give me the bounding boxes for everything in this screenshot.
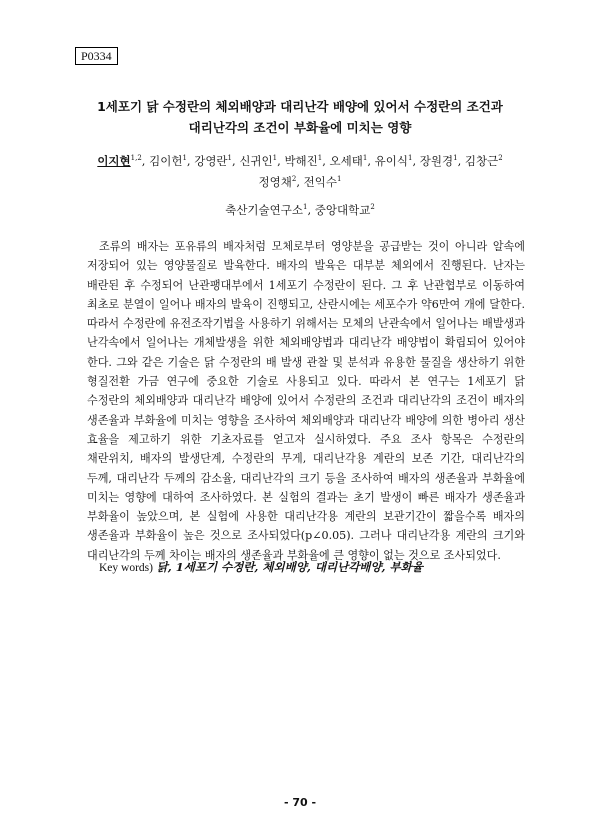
page-number: - 70 -	[283, 796, 317, 809]
affiliations	[60, 202, 540, 218]
author-separator: ,	[322, 154, 330, 168]
title-line-1: 1세포기 닭 수정란의 체외배양과 대리난각 배양에 있어서 수정란의 조건과	[97, 99, 503, 114]
author-affil-mark: 1	[272, 154, 278, 162]
affiliation-1-mark: 1	[302, 203, 308, 211]
affiliation-1: 축산기술연구소	[225, 203, 303, 217]
author-name: 신귀인	[239, 154, 273, 168]
author-separator: ,	[412, 154, 420, 168]
author-name: 김이헌	[149, 154, 183, 168]
author-name: 박해진	[284, 154, 318, 168]
affiliation-2: 중앙대학교	[314, 203, 371, 217]
author-separator: ,	[141, 154, 150, 168]
author-affil-mark: 1	[453, 154, 458, 162]
author-separator: ,	[296, 175, 304, 189]
author-affil-mark: 1	[182, 154, 187, 162]
title-line-2: 대리난각의 조건이 부화율에 미치는 영향	[188, 120, 412, 135]
affiliation-2-mark: 2	[370, 203, 375, 211]
author-name: 유이식	[374, 154, 408, 168]
author-list	[60, 151, 540, 193]
author-separator: ,	[232, 154, 240, 168]
author-name: 정영채	[258, 175, 292, 189]
abstract-body: 조류의 배자는 포유류의 배자처럼 모체로부터 영양분을 공급받는 것이 아니라 알속에 저장되어 있는 영양물질로 발육한다. 배자의 발육은 대부분 체외에서 진행된다. 난자는 배란된 후 수정되어 난관팽대부에서 1세포기 수정란이 된다. 그 후 난관협부로 이동하여 최초로 분열이 일어나 배자의 발육이 진행되고, 산란시에는 세포수가 약6만여 개에 달한다. 따라서 수정란에 유전조작기법을 사용하기 위해서는 모체의 난관속에서 일어나는 배발생과 난각속에서 일어나는 개체발생을 위한 체외배양법과 대리난각 배양법이 확립되어 있어야 한다. 그와 같은 기술은 닭 수정란의 배 발생 관찰 및 분석과 유용한 물질을 생산하기 위한 형질전환 가금 연구에 중요한 기술로 사용되고 있다. 따라서 본 연구는 1세포기 닭 수정란의 체외배양과 대리난각 배양에 있어서 수정란의 조건과 대리난각의 조건이 배자의 생존율과 부화율에 미치는 영향을 조사하여 체외배양과 대리난각 배양에 의한 병아리 생산 효율을 제고하기 위한 기초자료를 얻고자 실시하였다. 주요 조사 항목은 수정란의 채란위치, 배자의 발생단계, 수정란의 무게, 대리난각용 계란의 보존 기간, 대리난각의 두께, 대리난각 두께의 감소율, 대리난각의 크기 등을 조사하여 배자의 생존율과 부화율에 미치는 영향에 대하여 조사하였다. 본 실험의 결과는 초기 발생이 빠른 배자가 생존율과 부화율이 높았으며, 본 실험에 사용한 대리난각용 계란의 보관기간이 짧을수록 배자의 생존율과 부화율이 높은 것으로 조사되었다(p∠0.05). 그러나 대리난각용 계란의 크기와 대리난각의 두께 차이는 배자의 생존율과 부화율에 큰 영향이 없는 것으로 조사되었다.	[87, 240, 525, 562]
first-author: 이지현	[97, 154, 131, 168]
keywords-label: Key words)	[99, 562, 153, 574]
author-affil-mark: 1	[362, 154, 368, 162]
author-affil-mark: 2	[291, 175, 297, 183]
keywords-list: 닭, 1세포기 수정란, 체외배양, 대리난각배양, 부화율	[156, 560, 423, 574]
paper-title	[40, 96, 560, 138]
author-separator: ,	[186, 154, 195, 168]
author-separator: ,	[277, 154, 285, 168]
author-name: 강영란	[194, 154, 228, 168]
author-separator: ,	[457, 154, 465, 168]
author-affil-mark: 1	[317, 154, 323, 162]
author-affil-mark: 1	[227, 154, 233, 162]
author-name: 전익수	[303, 175, 337, 189]
abstract-code-box	[75, 47, 118, 65]
author-separator: ,	[367, 154, 375, 168]
author-name: 장원경	[419, 154, 454, 168]
keywords-line	[99, 559, 423, 576]
author-affil-mark: 2	[498, 154, 503, 162]
abstract-code: P0334	[81, 49, 112, 63]
author-name: 오세태	[329, 154, 363, 168]
author-name: 김창근	[464, 154, 499, 168]
author-affil-mark: 1	[407, 154, 413, 162]
first-author-affil-mark: 1,2	[130, 154, 142, 162]
author-affil-mark: 1	[336, 175, 342, 183]
affiliation-separator: ,	[307, 203, 315, 217]
